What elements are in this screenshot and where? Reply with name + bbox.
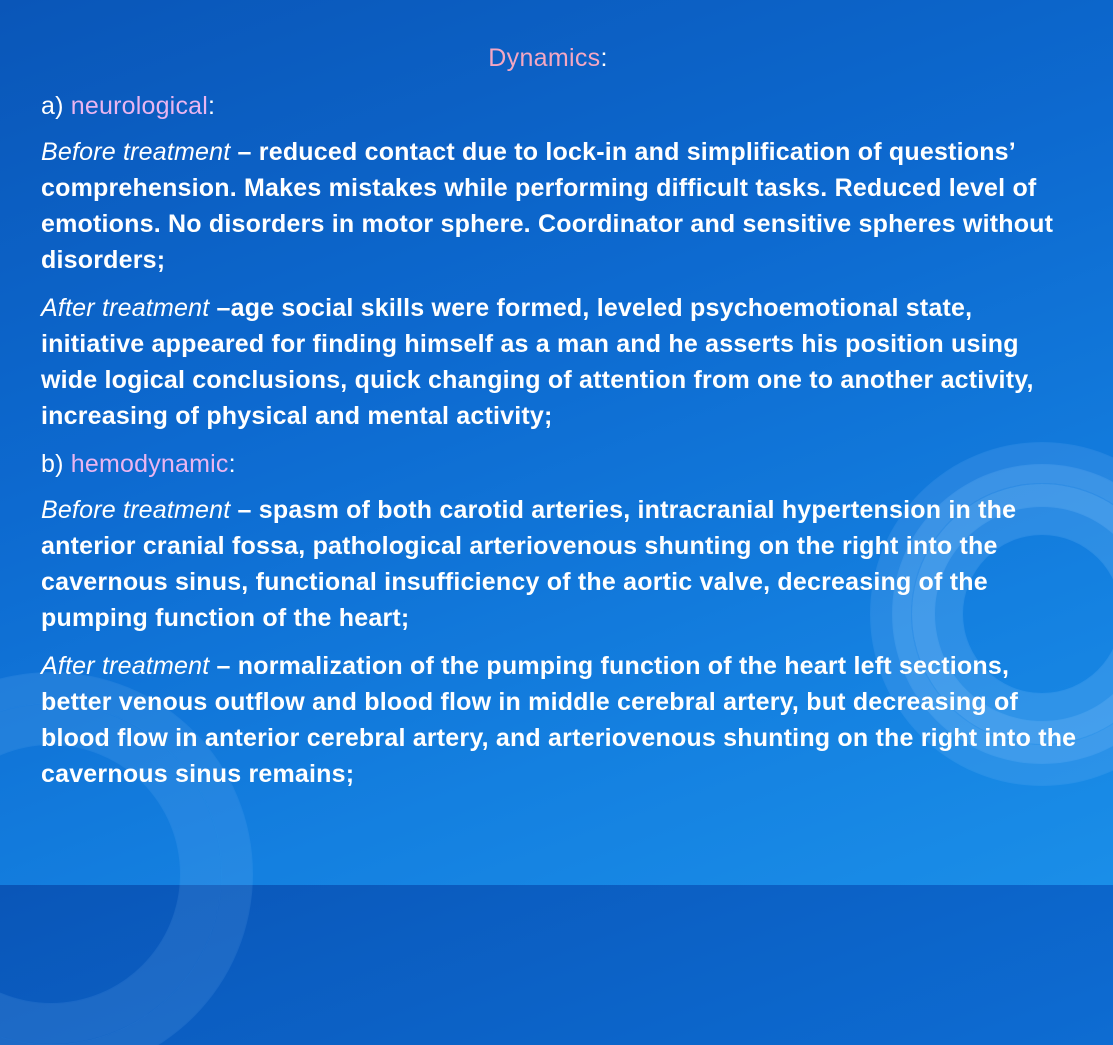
slide-title (0, 42, 1096, 74)
paragraph-text: –age social skills were formed, leveled psychoemotional state, initiative appeared for finding himself as a man and he asserts his position using wide logical conclusions, quick changing of attention from one to another activity, increasing of physical and mental activity; (41, 294, 1034, 430)
paragraph-label: Before treatment (41, 496, 231, 524)
hemodynamic-after-paragraph (41, 648, 1081, 792)
title-colon: : (600, 44, 608, 72)
neurological-before-paragraph (41, 134, 1081, 278)
section-word: hemodynamic (70, 450, 229, 478)
section-prefix: b) (41, 450, 71, 478)
paragraph-text: – normalization of the pumping function of the heart left sections, better venous outflow and blood flow in middle cerebral artery, but decreasing of blood flow in anterior cerebral artery, and arteriovenous shunting on the right into the cavernous sinus remains; (41, 652, 1077, 788)
paragraph-text: – reduced contact due to lock-in and simplification of questions’ comprehension. Makes mistakes while performing difficult tasks. Reduced level of emotions. No disorders in motor sphere. Coordinator and sensitive spheres without disorders; (41, 138, 1054, 274)
paragraph-text: – spasm of both carotid arteries, intracranial hypertension in the anterior cranial fossa, pathological arteriovenous shunting on the right into the cavernous sinus, functional insufficiency of the aortic valve, decreasing of the pumping function of the heart; (41, 496, 1017, 632)
paragraph-label: After treatment (41, 294, 210, 322)
section-heading-neurological (41, 88, 1081, 124)
section-word: neurological (70, 92, 208, 120)
section-heading-hemodynamic (41, 446, 1081, 482)
section-colon: : (208, 92, 216, 120)
section-prefix: a) (41, 92, 71, 120)
hemodynamic-before-paragraph (41, 492, 1081, 636)
paragraph-label: Before treatment (41, 138, 231, 166)
neurological-after-paragraph (41, 290, 1081, 434)
slide-body (41, 88, 1081, 804)
title-word: Dynamics (488, 44, 601, 72)
section-colon: : (228, 450, 236, 478)
paragraph-label: After treatment (41, 652, 210, 680)
